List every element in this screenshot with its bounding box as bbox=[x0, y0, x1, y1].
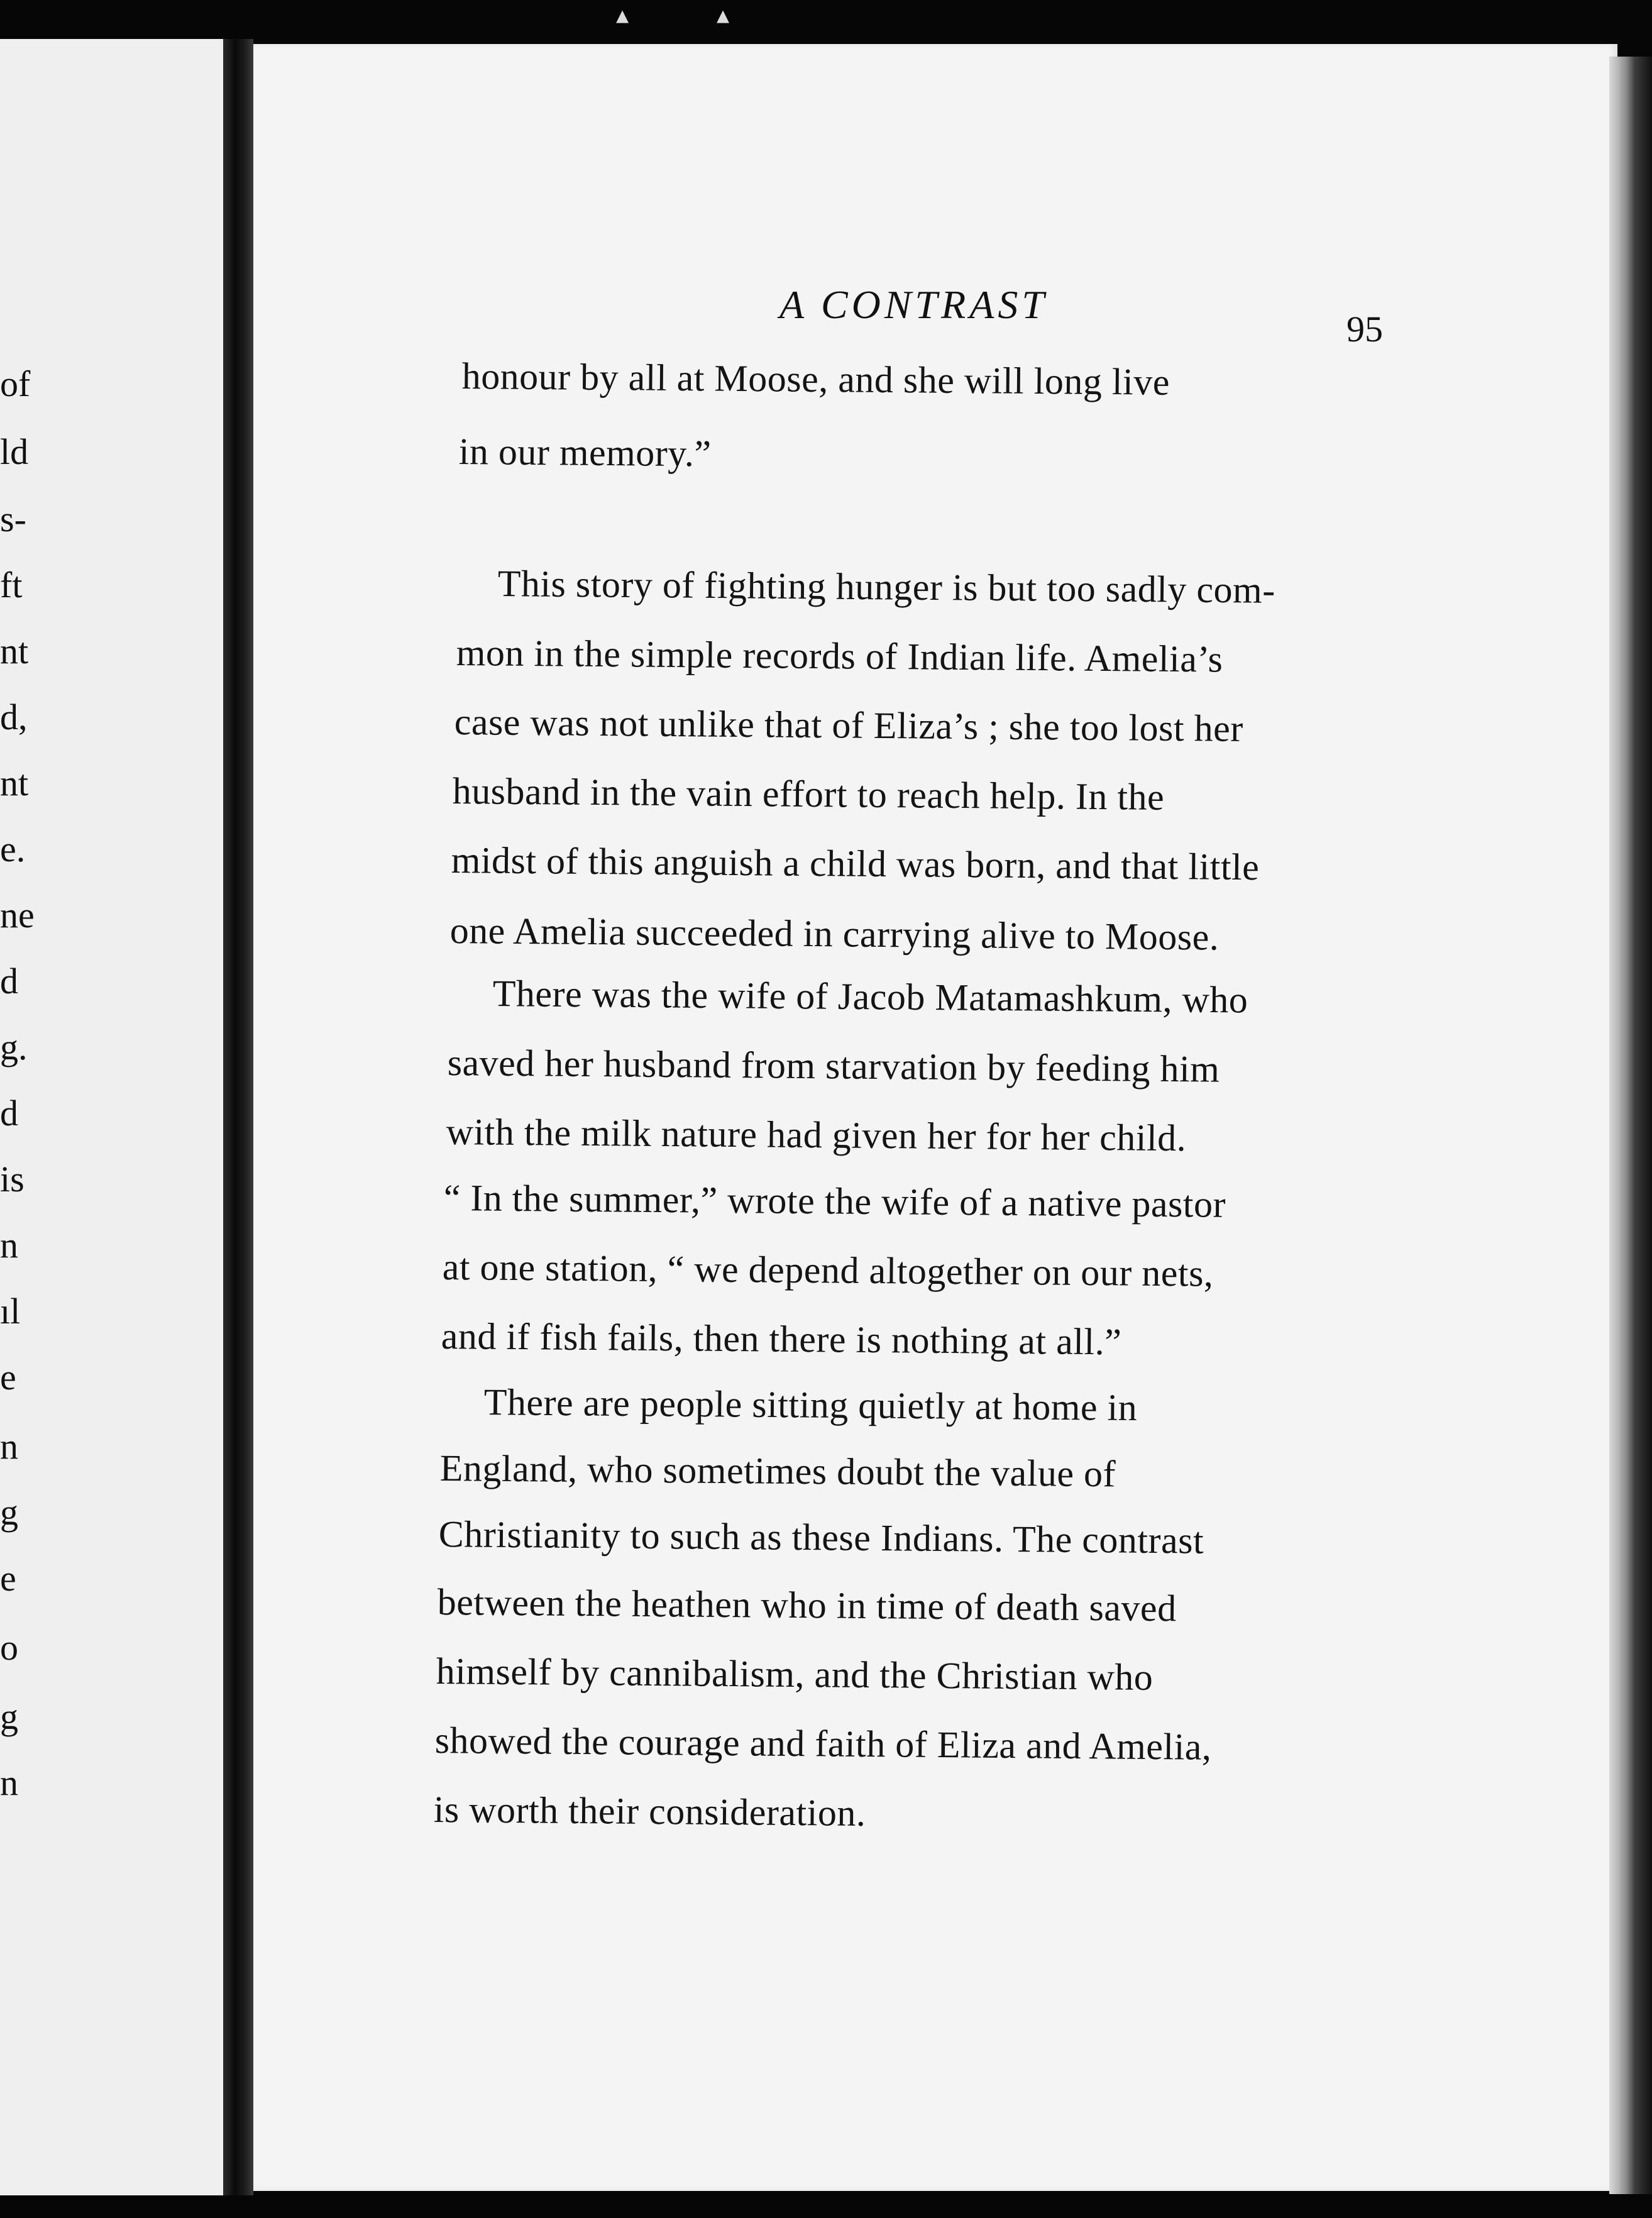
text-line: at one station, “ we depend altogether on our nets, bbox=[442, 1246, 1214, 1294]
left-page-fragment: s- bbox=[0, 499, 26, 539]
text-line: England, who sometimes doubt the value of bbox=[439, 1447, 1116, 1495]
left-page-fragment: is bbox=[0, 1159, 25, 1200]
text-line: honour by all at Moose, and she will long live bbox=[461, 355, 1170, 403]
text-line: between the heathen who in time of death saved bbox=[437, 1581, 1177, 1630]
page-number: 95 bbox=[1346, 309, 1383, 350]
left-page-fragment: e. bbox=[0, 829, 26, 869]
scan-artifact-mark: ▴ bbox=[616, 1, 629, 29]
text-line: himself by cannibalism, and the Christian who bbox=[436, 1650, 1154, 1698]
page-edge-shadow bbox=[1609, 57, 1652, 2194]
text-line: “ In the summer,” wrote the wife of a native pastor bbox=[443, 1177, 1226, 1225]
text-line: with the milk nature had given her for her child. bbox=[446, 1111, 1187, 1159]
left-page-fragment: e bbox=[0, 1558, 16, 1599]
text-line: This story of fighting hunger is but too sadly com- bbox=[497, 563, 1276, 611]
text-line: saved her husband from starvation by feeding him bbox=[447, 1042, 1220, 1090]
left-page-fragment: g bbox=[0, 1492, 18, 1533]
left-page-fragment: ld bbox=[0, 431, 29, 472]
left-page-fragment: ıl bbox=[0, 1291, 21, 1332]
left-page-fragment: n bbox=[0, 1762, 18, 1803]
text-line: and if fish fails, then there is nothing at all.” bbox=[441, 1315, 1122, 1363]
scan-artifact-mark: ▴ bbox=[717, 1, 730, 29]
left-page-fragment: d, bbox=[0, 697, 28, 737]
text-line: one Amelia succeeded in carrying alive to Moose. bbox=[449, 910, 1220, 958]
left-page-fragment: nt bbox=[0, 631, 29, 671]
left-page-fragment: ft bbox=[0, 565, 23, 605]
text-line: midst of this anguish a child was born, and that little bbox=[451, 839, 1260, 888]
left-page-fragment: of bbox=[0, 363, 31, 404]
left-page-fragment: nt bbox=[0, 763, 29, 803]
text-line: showed the courage and faith of Eliza and Amelia, bbox=[434, 1719, 1212, 1768]
text-line: Christianity to such as these Indians. The contrast bbox=[438, 1513, 1204, 1562]
text-line: in our memory.” bbox=[458, 431, 712, 475]
text-line: is worth their consideration. bbox=[433, 1789, 866, 1834]
left-page-fragment: e bbox=[0, 1357, 16, 1398]
left-page-fragment: n bbox=[0, 1225, 18, 1266]
left-page-fragment: g. bbox=[0, 1027, 28, 1068]
left-facing-page bbox=[0, 39, 228, 2195]
left-page-fragment: g bbox=[0, 1696, 18, 1737]
text-line: mon in the simple records of Indian life. Amelia’s bbox=[456, 632, 1223, 680]
left-page-fragment: o bbox=[0, 1627, 18, 1668]
running-head: A CONTRAST bbox=[779, 282, 1048, 327]
left-page-fragment: d bbox=[0, 961, 18, 1001]
text-line: There are people sitting quietly at home in bbox=[483, 1381, 1138, 1429]
left-page-fragment: d bbox=[0, 1093, 18, 1134]
text-line: husband in the vain effort to reach help. In the bbox=[452, 770, 1165, 818]
text-line: case was not unlike that of Eliza’s ; she too lost her bbox=[454, 701, 1244, 749]
book-gutter bbox=[223, 39, 253, 2195]
left-page-fragment: ne bbox=[0, 895, 35, 935]
text-line: There was the wife of Jacob Matamashkum, who bbox=[492, 973, 1248, 1021]
left-page-fragment: n bbox=[0, 1426, 18, 1467]
